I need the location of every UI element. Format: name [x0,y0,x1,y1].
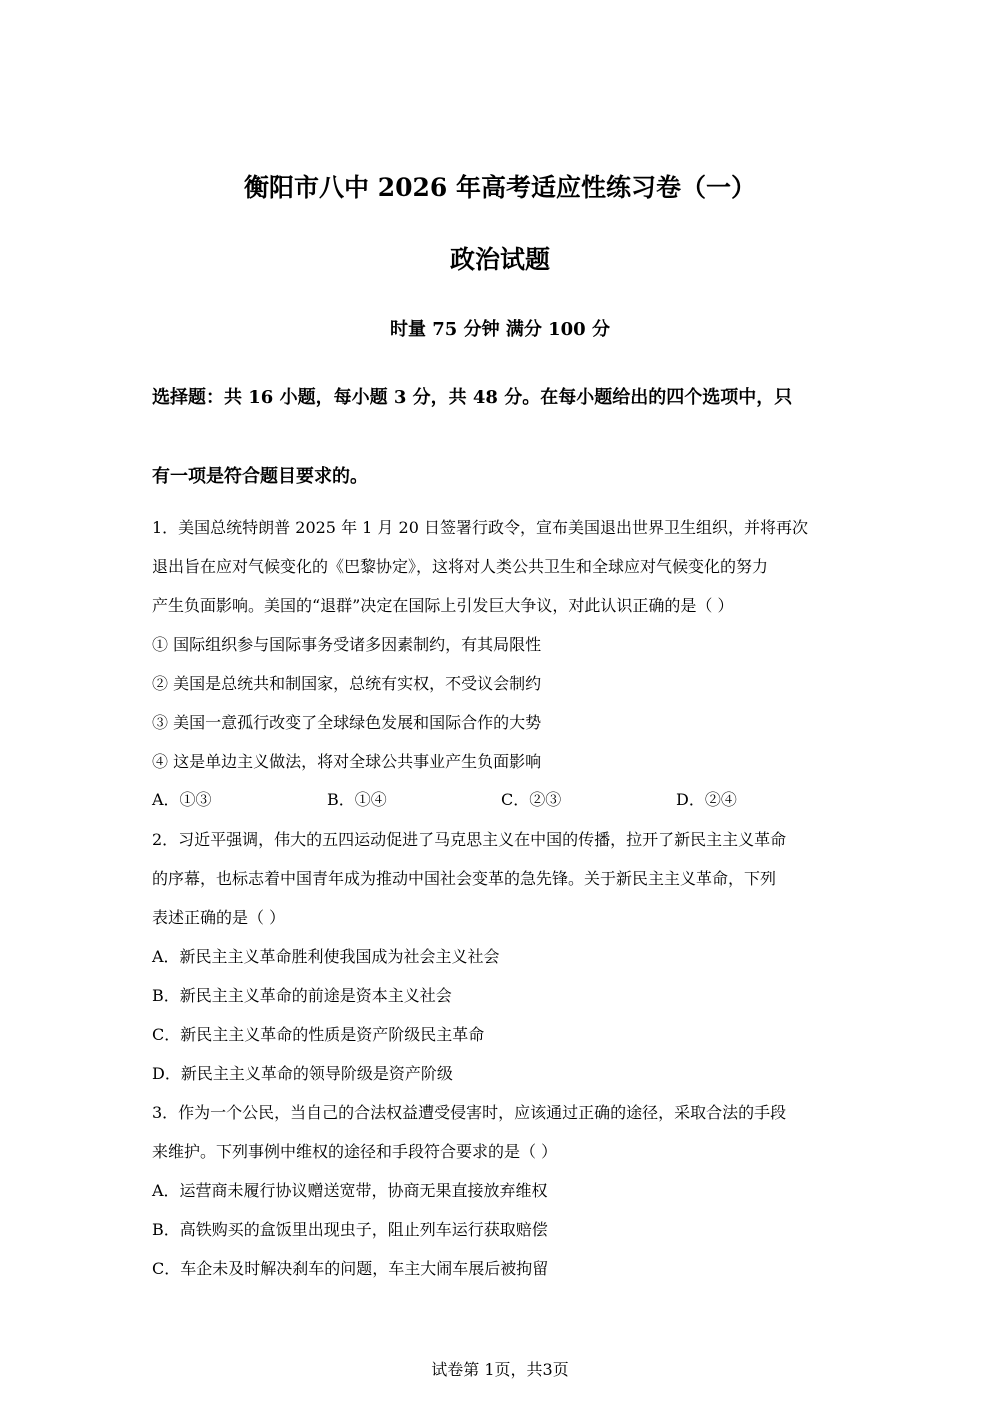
exam-title: 衡阳市八中 2026 年高考适应性练习卷（一） [244,173,756,202]
time-info: 时量 75 分钟 满分 100 分 [390,319,610,340]
section-instructions-line-1: 选择题：共 16 小题，每小题 3 分，共 48 分。在每小题给出的四个选项中，只 [152,387,793,408]
section-instructions-line-2: 有一项是符合题目要求的。 [152,466,368,487]
subject-title: 政治试题 [449,245,550,274]
question-2-option-a: A．新民主主义革命胜利使我国成为社会主义社会 [152,947,500,966]
question-1-statement: ③ 美国一意孤行改变了全球绿色发展和国际合作的大势 [152,713,542,732]
question-2-stem-line: 的序幕，也标志着中国青年成为推动中国社会变革的急先锋。关于新民主主义革命，下列 [152,869,777,888]
question-3-stem-line: 3．作为一个公民，当自己的合法权益遭受侵害时，应该通过正确的途径，采取合法的手段 [152,1103,787,1122]
question-1-stem-line: 退出旨在应对气候变化的《巴黎协定》，这将对人类公共卫生和全球应对气候变化的努力 [152,557,769,576]
question-1-option-c: C．②③ [501,790,562,809]
question-2-option-b: B．新民主主义革命的前途是资本主义社会 [152,986,452,1005]
question-1-statement: ② 美国是总统共和制国家，总统有实权，不受议会制约 [152,674,542,693]
page-footer: 试卷第 1页，共3页 [431,1360,569,1379]
question-1-stem-line: 1．美国总统特朗普 2025 年 1 月 20 日签署行政令，宣布美国退出世界卫生组织，并将再次 [152,518,808,537]
question-1-option-d: D．②④ [676,790,737,809]
question-3-stem-line: 来维护。下列事例中维权的途径和手段符合要求的是（ ） [152,1142,558,1161]
question-1-statement: ④ 这是单边主义做法，将对全球公共事业产生负面影响 [152,752,542,771]
question-3-option-c: C．车企未及时解决刹车的问题，车主大闹车展后被拘留 [152,1259,549,1278]
question-1-option-a: A．①③ [152,790,212,809]
question-2-option-d: D．新民主主义革命的领导阶级是资产阶级 [152,1064,453,1083]
question-2-option-c: C．新民主主义革命的性质是资产阶级民主革命 [152,1025,485,1044]
question-2-stem-line: 表述正确的是（ ） [152,908,286,927]
question-1-option-b: B．①④ [327,790,387,809]
question-1-statement: ① 国际组织参与国际事务受诸多因素制约，有其局限性 [152,635,542,654]
question-3-option-b: B．高铁购买的盒饭里出现虫子，阻止列车运行获取赔偿 [152,1220,548,1239]
question-2-stem-line: 2．习近平强调，伟大的五四运动促进了马克思主义在中国的传播，拉开了新民主主义革命 [152,830,787,849]
question-1-stem-line: 产生负面影响。美国的“退群”决定在国际上引发巨大争议，对此认识正确的是（ ） [152,596,734,615]
question-3-option-a: A．运营商未履行协议赠送宽带，协商无果直接放弃维权 [152,1181,548,1200]
